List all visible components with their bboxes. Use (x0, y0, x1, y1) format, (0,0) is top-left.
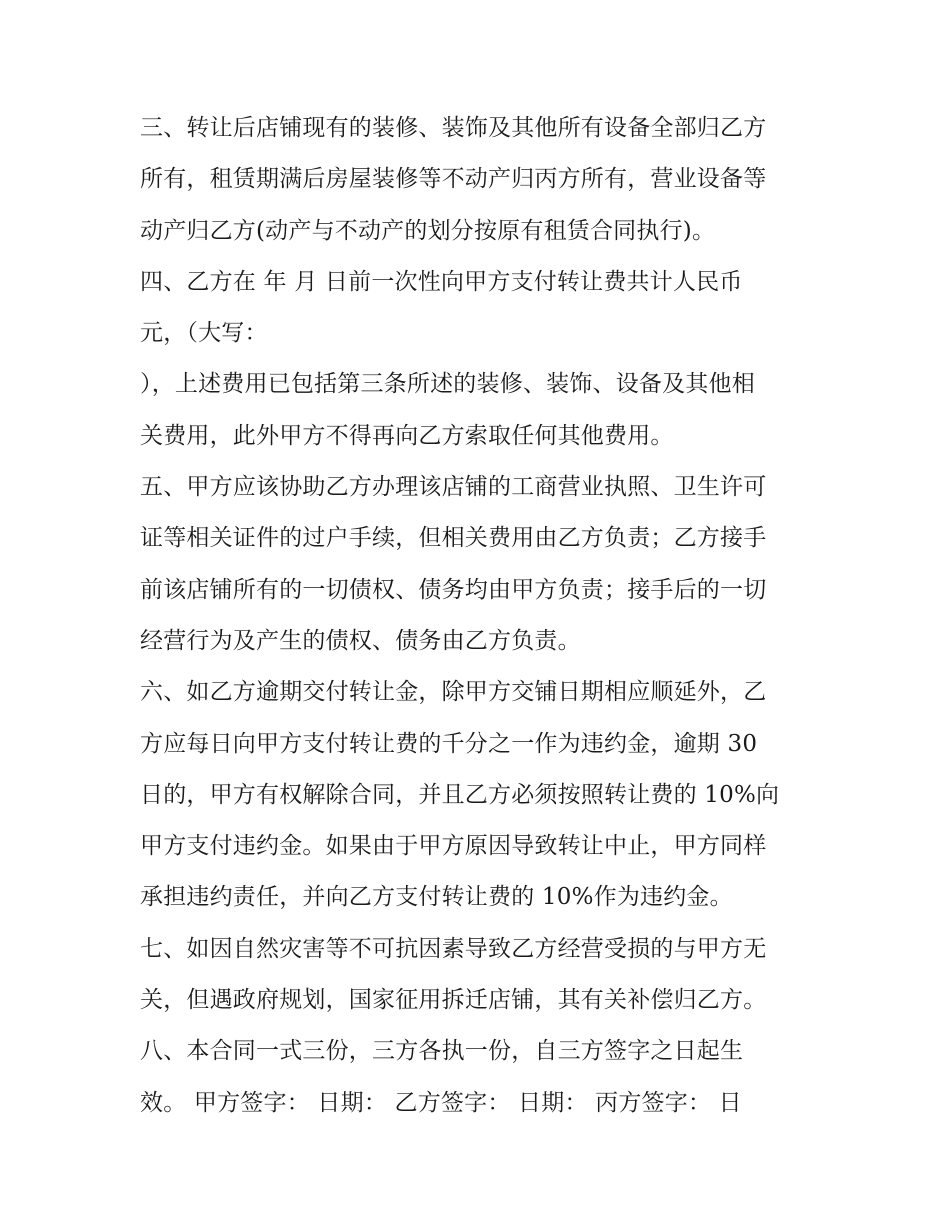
text-line: 七、如因自然灾害等不可抗因素导致乙方经营受损的与甲方无 (140, 935, 767, 962)
text-line: 动产归乙方(动产与不动产的划分按原有租赁合同执行)。 (140, 217, 716, 244)
text-line: 证等相关证件的过户手续，但相关费用由乙方负责；乙方接手 (140, 525, 767, 552)
text-line: 元，（大写： (140, 320, 268, 347)
text-line: 方应每日向甲方支付转让费的千分之一作为违约金，逾期 30 (140, 730, 758, 757)
document-body (140, 103, 820, 1129)
text-line: 所有，租赁期满后房屋装修等不动产归丙方所有，营业设备等 (140, 166, 767, 193)
text-line: 关，但遇政府规划，国家征用拆迁店铺，其有关补偿归乙方。 (140, 987, 767, 1014)
text-line: 八、本合同一式三份，三方各执一份，自三方签字之日起生 (140, 1038, 744, 1065)
text-line: 三、转让后店铺现有的装修、装饰及其他所有设备全部归乙方 (140, 115, 767, 141)
text-line: ），上述费用已包括第三条所述的装修、装饰、设备及其他相 (140, 371, 755, 398)
text-line: 六、如乙方逾期交付转让金，除甲方交铺日期相应顺延外，乙 (140, 679, 767, 706)
text-line: 四、乙方在 年 月 日前一次性向甲方支付转让费共计人民币 (140, 268, 743, 295)
text-line: 日的，甲方有权解除合同，并且乙方必须按照转让费的 10%向 (140, 781, 780, 808)
text-line: 效。 甲方签字： 日期： 乙方签字： 日期： 丙方签字： 日 (140, 1089, 742, 1116)
text-line: 五、甲方应该协助乙方办理该店铺的工商营业执照、卫生许可 (140, 474, 767, 501)
text-line: 经营行为及产生的债权、债务由乙方负责。 (140, 627, 581, 654)
text-line: 前该店铺所有的一切债权、债务均由甲方负责；接手后的一切 (140, 576, 767, 603)
text-line: 关费用，此外甲方不得再向乙方索取任何其他费用。 (140, 422, 674, 449)
text-line: 承担违约责任，并向乙方支付转让费的 10%作为违约金。 (140, 884, 733, 911)
text-line: 甲方支付违约金。如果由于甲方原因导致转让中止，甲方同样 (140, 833, 767, 860)
